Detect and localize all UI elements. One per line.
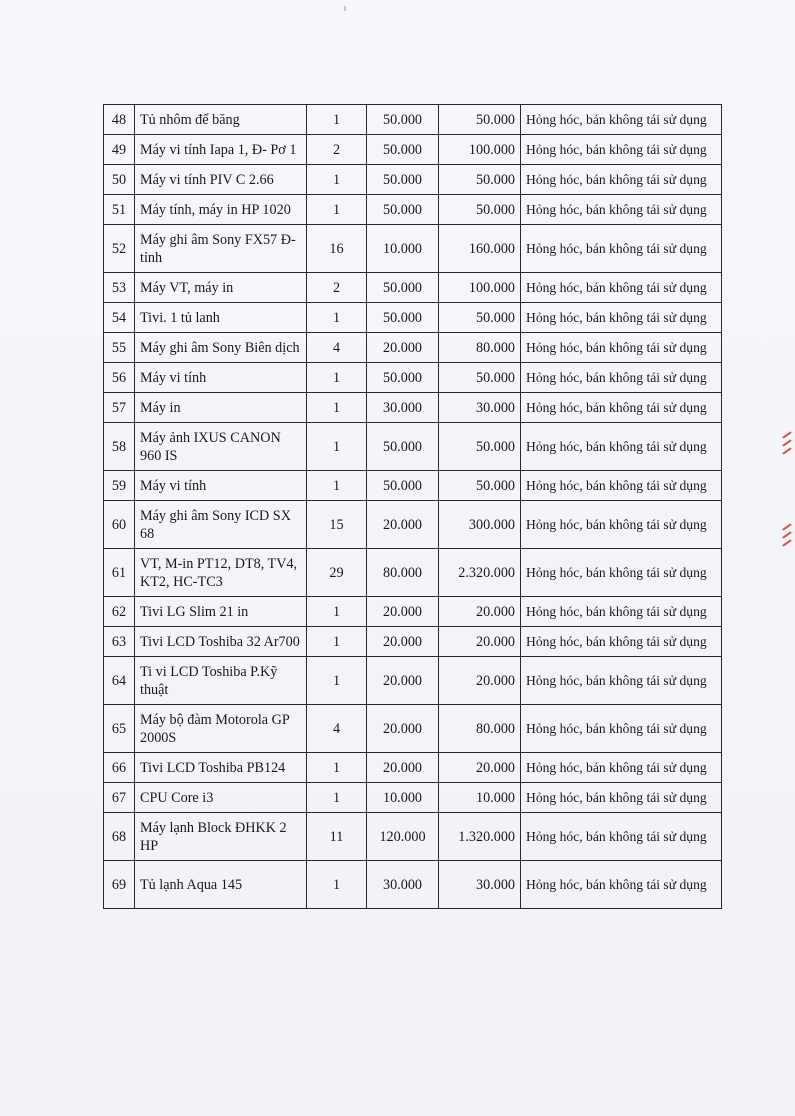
quantity: 1 — [307, 783, 367, 813]
status-note: Hỏng hóc, bán không tái sử dụng — [521, 705, 722, 753]
item-name: Máy bộ đàm Motorola GP 2000S — [135, 705, 307, 753]
total-amount: 20.000 — [439, 627, 521, 657]
table-row — [104, 657, 722, 705]
quantity: 1 — [307, 165, 367, 195]
item-name: Máy in — [135, 393, 307, 423]
item-name: Tủ nhôm để băng — [135, 105, 307, 135]
total-amount: 50.000 — [439, 105, 521, 135]
table-row — [104, 549, 722, 597]
quantity: 15 — [307, 501, 367, 549]
unit-price: 80.000 — [367, 549, 439, 597]
quantity: 1 — [307, 195, 367, 225]
row-number: 51 — [104, 195, 135, 225]
row-number: 60 — [104, 501, 135, 549]
quantity: 16 — [307, 225, 367, 273]
total-amount: 100.000 — [439, 273, 521, 303]
item-name: Máy vi tính — [135, 471, 307, 501]
item-name: Máy ghi âm Sony Biên dịch — [135, 333, 307, 363]
total-amount: 50.000 — [439, 423, 521, 471]
status-note: Hỏng hóc, bán không tái sử dụng — [521, 813, 722, 861]
status-note: Hỏng hóc, bán không tái sử dụng — [521, 393, 722, 423]
table-row — [104, 597, 722, 627]
red-stamp-edge-lower — [782, 520, 795, 550]
quantity: 1 — [307, 471, 367, 501]
status-note: Hỏng hóc, bán không tái sử dụng — [521, 597, 722, 627]
status-note: Hỏng hóc, bán không tái sử dụng — [521, 195, 722, 225]
table-row — [104, 225, 722, 273]
item-name: Máy vi tính PIV C 2.66 — [135, 165, 307, 195]
unit-price: 20.000 — [367, 627, 439, 657]
item-name: Máy ghi âm Sony ICD SX 68 — [135, 501, 307, 549]
unit-price: 50.000 — [367, 105, 439, 135]
unit-price: 30.000 — [367, 393, 439, 423]
total-amount: 10.000 — [439, 783, 521, 813]
row-number: 57 — [104, 393, 135, 423]
table-body — [104, 105, 722, 909]
status-note: Hỏng hóc, bán không tái sử dụng — [521, 105, 722, 135]
row-number: 49 — [104, 135, 135, 165]
total-amount: 50.000 — [439, 303, 521, 333]
total-amount: 50.000 — [439, 471, 521, 501]
quantity: 4 — [307, 333, 367, 363]
table-row — [104, 501, 722, 549]
table-row — [104, 135, 722, 165]
unit-price: 10.000 — [367, 783, 439, 813]
table-row — [104, 195, 722, 225]
total-amount: 20.000 — [439, 657, 521, 705]
total-amount: 2.320.000 — [439, 549, 521, 597]
row-number: 53 — [104, 273, 135, 303]
unit-price: 50.000 — [367, 195, 439, 225]
quantity: 1 — [307, 363, 367, 393]
item-name: Tivi LCD Toshiba PB124 — [135, 753, 307, 783]
row-number: 64 — [104, 657, 135, 705]
row-number: 55 — [104, 333, 135, 363]
item-name: VT, M-in PT12, DT8, TV4, KT2, HC-TC3 — [135, 549, 307, 597]
table-row — [104, 471, 722, 501]
total-amount: 20.000 — [439, 753, 521, 783]
item-name: Máy ảnh IXUS CANON 960 IS — [135, 423, 307, 471]
total-amount: 50.000 — [439, 195, 521, 225]
quantity: 1 — [307, 423, 367, 471]
status-note: Hỏng hóc, bán không tái sử dụng — [521, 303, 722, 333]
unit-price: 30.000 — [367, 861, 439, 909]
unit-price: 120.000 — [367, 813, 439, 861]
item-name: Tivi LG Slim 21 in — [135, 597, 307, 627]
status-note: Hỏng hóc, bán không tái sử dụng — [521, 501, 722, 549]
total-amount: 30.000 — [439, 393, 521, 423]
unit-price: 50.000 — [367, 423, 439, 471]
row-number: 56 — [104, 363, 135, 393]
quantity: 4 — [307, 705, 367, 753]
total-amount: 50.000 — [439, 165, 521, 195]
quantity: 2 — [307, 273, 367, 303]
quantity: 29 — [307, 549, 367, 597]
total-amount: 50.000 — [439, 363, 521, 393]
quantity: 1 — [307, 393, 367, 423]
status-note: Hỏng hóc, bán không tái sử dụng — [521, 783, 722, 813]
quantity: 2 — [307, 135, 367, 165]
unit-price: 50.000 — [367, 363, 439, 393]
status-note: Hỏng hóc, bán không tái sử dụng — [521, 423, 722, 471]
row-number: 62 — [104, 597, 135, 627]
quantity: 11 — [307, 813, 367, 861]
table-row — [104, 273, 722, 303]
table-row — [104, 861, 722, 909]
table-row — [104, 393, 722, 423]
quantity: 1 — [307, 657, 367, 705]
unit-price: 50.000 — [367, 135, 439, 165]
item-name: Tivi LCD Toshiba 32 Ar700 — [135, 627, 307, 657]
row-number: 54 — [104, 303, 135, 333]
unit-price: 20.000 — [367, 597, 439, 627]
row-number: 58 — [104, 423, 135, 471]
item-name: Máy tính, máy in HP 1020 — [135, 195, 307, 225]
row-number: 68 — [104, 813, 135, 861]
unit-price: 20.000 — [367, 501, 439, 549]
status-note: Hỏng hóc, bán không tái sử dụng — [521, 627, 722, 657]
unit-price: 20.000 — [367, 657, 439, 705]
unit-price: 50.000 — [367, 471, 439, 501]
asset-disposal-table — [103, 104, 722, 909]
total-amount: 80.000 — [439, 333, 521, 363]
item-name: Máy lạnh Block ĐHKK 2 HP — [135, 813, 307, 861]
total-amount: 160.000 — [439, 225, 521, 273]
total-amount: 100.000 — [439, 135, 521, 165]
status-note: Hỏng hóc, bán không tái sử dụng — [521, 333, 722, 363]
table-row — [104, 105, 722, 135]
unit-price: 20.000 — [367, 753, 439, 783]
item-name: Máy vi tính — [135, 363, 307, 393]
quantity: 1 — [307, 303, 367, 333]
status-note: Hỏng hóc, bán không tái sử dụng — [521, 363, 722, 393]
table-row — [104, 363, 722, 393]
status-note: Hỏng hóc, bán không tái sử dụng — [521, 165, 722, 195]
unit-price: 50.000 — [367, 165, 439, 195]
table-row — [104, 783, 722, 813]
row-number: 48 — [104, 105, 135, 135]
table-row — [104, 705, 722, 753]
row-number: 61 — [104, 549, 135, 597]
status-note: Hỏng hóc, bán không tái sử dụng — [521, 225, 722, 273]
status-note: Hỏng hóc, bán không tái sử dụng — [521, 273, 722, 303]
table-row — [104, 753, 722, 783]
quantity: 1 — [307, 861, 367, 909]
table-row — [104, 627, 722, 657]
quantity: 1 — [307, 597, 367, 627]
row-number: 63 — [104, 627, 135, 657]
quantity: 1 — [307, 753, 367, 783]
status-note: Hỏng hóc, bán không tái sử dụng — [521, 657, 722, 705]
row-number: 65 — [104, 705, 135, 753]
scan-mark — [344, 6, 346, 11]
row-number: 66 — [104, 753, 135, 783]
table-row — [104, 333, 722, 363]
unit-price: 50.000 — [367, 273, 439, 303]
table-row — [104, 423, 722, 471]
row-number: 50 — [104, 165, 135, 195]
item-name: Tủ lạnh Aqua 145 — [135, 861, 307, 909]
table-row — [104, 813, 722, 861]
status-note: Hỏng hóc, bán không tái sử dụng — [521, 135, 722, 165]
unit-price: 20.000 — [367, 705, 439, 753]
item-name: Máy VT, máy in — [135, 273, 307, 303]
total-amount: 300.000 — [439, 501, 521, 549]
total-amount: 80.000 — [439, 705, 521, 753]
total-amount: 20.000 — [439, 597, 521, 627]
row-number: 52 — [104, 225, 135, 273]
unit-price: 10.000 — [367, 225, 439, 273]
total-amount: 1.320.000 — [439, 813, 521, 861]
unit-price: 50.000 — [367, 303, 439, 333]
item-name: Máy ghi âm Sony FX57 Đ- tỉnh — [135, 225, 307, 273]
status-note: Hỏng hóc, bán không tái sử dụng — [521, 471, 722, 501]
row-number: 67 — [104, 783, 135, 813]
table-row — [104, 303, 722, 333]
status-note: Hỏng hóc, bán không tái sử dụng — [521, 753, 722, 783]
quantity: 1 — [307, 105, 367, 135]
total-amount: 30.000 — [439, 861, 521, 909]
item-name: Máy vi tính Iapa 1, Đ- Pơ 1 — [135, 135, 307, 165]
status-note: Hỏng hóc, bán không tái sử dụng — [521, 861, 722, 909]
table-row — [104, 165, 722, 195]
quantity: 1 — [307, 627, 367, 657]
row-number: 69 — [104, 861, 135, 909]
red-stamp-edge — [782, 428, 795, 458]
status-note: Hỏng hóc, bán không tái sử dụng — [521, 549, 722, 597]
item-name: Tivi. 1 tủ lanh — [135, 303, 307, 333]
row-number: 59 — [104, 471, 135, 501]
item-name: CPU Core i3 — [135, 783, 307, 813]
unit-price: 20.000 — [367, 333, 439, 363]
item-name: Ti vi LCD Toshiba P.Kỹ thuật — [135, 657, 307, 705]
